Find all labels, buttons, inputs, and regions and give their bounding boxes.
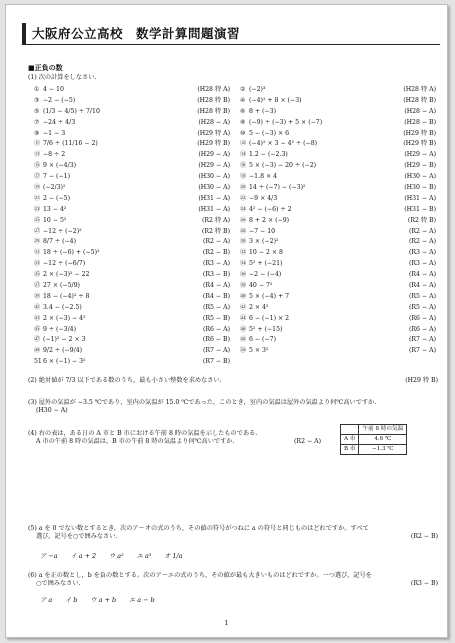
problem-expression: (1/3 − 4/5) ÷ 7/10	[43, 107, 100, 115]
problem-item	[240, 183, 436, 194]
problem-row	[34, 248, 439, 259]
problem-number: ㉚	[240, 238, 247, 246]
problem-number: ㊸	[34, 314, 41, 322]
problem-number: ⑲	[34, 184, 41, 192]
question-4-source: (R2 − A)	[294, 438, 322, 445]
problem-item	[34, 314, 230, 325]
problem-item	[34, 292, 230, 303]
problem-item	[34, 227, 230, 238]
problem-expression: 5² + (−21)	[249, 260, 283, 268]
problem-number: ㊽	[240, 336, 247, 344]
problem-item	[34, 129, 230, 140]
problem-number: ⑧	[240, 118, 246, 126]
problem-source: (R5 − A)	[408, 292, 436, 300]
problem-row	[34, 129, 439, 140]
problem-number: ㊵	[240, 292, 247, 300]
problem-source: (R4 − A)	[202, 282, 230, 290]
problem-number: ⑥	[240, 107, 246, 115]
problem-number: ⑱	[240, 173, 247, 181]
problem-number: ⑨	[34, 129, 40, 137]
problem-source: (H29 特 B)	[403, 129, 436, 137]
problem-item	[34, 248, 230, 259]
problem-item	[240, 205, 436, 216]
problem-source: (R3 − A)	[202, 260, 230, 268]
problem-expression: 3.4 − (−2.5)	[43, 303, 82, 311]
problem-number: ㉜	[240, 249, 247, 257]
problem-expression: 3 × (−2)²	[249, 238, 279, 246]
problem-item	[34, 85, 230, 96]
problem-expression: −7 − 10	[249, 227, 276, 235]
question-4-text-1: (4) 右の表は，ある日の A 市と B 市における午前 8 時の気温を示したものである.	[28, 430, 258, 437]
problem-number: ㉓	[34, 205, 41, 213]
problem-source: (H31 − A)	[404, 194, 436, 202]
problem-number: ㊶	[34, 303, 41, 311]
problem-expression: 18 − (−4)² ÷ 8	[43, 292, 90, 300]
problem-expression: 2 × (−3) − 4²	[43, 314, 86, 322]
question-6-source: (R3 − B)	[410, 580, 438, 587]
problem-item	[34, 335, 230, 346]
problem-number: ㉑	[34, 194, 41, 202]
problem-source: (R7 − A)	[202, 347, 230, 355]
problem-row	[34, 118, 439, 129]
problem-number: ⑬	[34, 151, 41, 159]
problem-number: ㉔	[240, 205, 247, 213]
problem-row	[34, 183, 439, 194]
problem-expression: −9 × 4/3	[249, 194, 278, 202]
question-6	[28, 572, 438, 588]
problem-item	[240, 129, 436, 140]
problem-item	[34, 107, 230, 118]
problem-source: (H31 − B)	[404, 205, 436, 213]
problem-number: ⑪	[34, 140, 41, 148]
problem-expression: 6 × (−1) − 3²	[43, 358, 86, 366]
problem-expression: 10 − 5²	[43, 216, 67, 224]
problem-source: (H31 − A)	[198, 205, 230, 213]
problem-item	[34, 270, 230, 281]
problem-expression: −1 − 3	[43, 129, 66, 137]
problem-expression: 2 × 4²	[249, 303, 269, 311]
problem-number: ⑭	[240, 151, 247, 159]
problem-item	[240, 270, 436, 281]
problem-number: ⑰	[34, 173, 41, 181]
problem-number: ㊱	[240, 271, 247, 279]
problem-number: ㉖	[240, 216, 247, 224]
problem-item	[34, 216, 230, 227]
problem-number: ㉘	[240, 227, 247, 235]
problem-expression: 18 ÷ (−6) + (−5)²	[43, 249, 100, 257]
problem-source: (R4 − A)	[408, 271, 436, 279]
problem-row	[34, 314, 439, 325]
problem-number: ⑮	[34, 162, 41, 170]
problem-item	[240, 357, 436, 368]
problem-expression: 2 × (−3)² − 22	[43, 271, 90, 279]
problem-item	[34, 346, 230, 357]
problem-source: (R7 − A)	[408, 336, 436, 344]
problem-row	[34, 107, 439, 118]
problem-number: ㉝	[34, 260, 41, 268]
problem-item	[34, 237, 230, 248]
problem-expression: −2 − (−5)	[43, 96, 76, 104]
problem-number: ①	[34, 86, 40, 93]
problem-number: ㉒	[240, 194, 247, 202]
problem-number: ②	[240, 86, 246, 93]
problem-expression: (−2/3)²	[43, 184, 66, 192]
problem-row	[34, 194, 439, 205]
problem-expression: 5 × (−3) − 20 ÷ (−2)	[249, 162, 317, 170]
problem-number: ㉗	[34, 227, 41, 235]
problem-source: (R5 − A)	[408, 303, 436, 311]
problem-expression: (−4)² × 3 − 4² ÷ (−8)	[249, 140, 318, 148]
question-3-text: (3) 屋外の気温が −3.5 ℃であり，室内の気温が 15.0 ℃であった。このとき，室内の気温は屋外の気温より何℃高いですか.	[28, 399, 377, 406]
problem-expression: 8 + (−3)	[249, 107, 277, 115]
problem-item	[34, 96, 230, 107]
problem-number: 51	[34, 358, 42, 366]
problem-number: ㊻	[240, 325, 247, 333]
table-temp-b: −1.3 ℃	[359, 445, 407, 455]
question-5-source: (R2 − B)	[410, 533, 438, 540]
question-1-intro: (1) 次の計算をしなさい.	[28, 74, 97, 81]
problem-expression: −1.8 × 4	[249, 173, 278, 181]
problem-item	[240, 292, 436, 303]
problem-item	[240, 281, 436, 292]
problem-source: (R6 − A)	[202, 325, 230, 333]
question-5	[28, 525, 438, 541]
problem-number: ㊾	[34, 347, 41, 355]
problem-expression: 5 × (−4) + 7	[249, 292, 290, 300]
problem-row	[34, 96, 439, 107]
problem-expression: 9 ÷ (−3/4)	[43, 325, 77, 333]
problem-expression: 5 − (−3) × 6	[249, 129, 290, 137]
problem-expression: 5 × 3²	[249, 347, 269, 355]
problem-row	[34, 270, 439, 281]
problem-number: ㊹	[240, 314, 247, 322]
problem-number: ⑯	[240, 162, 247, 170]
problem-source: (H29 − A)	[404, 151, 436, 159]
problem-row	[34, 139, 439, 150]
problem-number: ④	[240, 96, 246, 104]
problem-source: (H28 特 B)	[197, 96, 230, 104]
problem-item	[240, 346, 436, 357]
problem-expression: −12 ÷ (−2)²	[43, 227, 82, 235]
problem-source: (H28 特 B)	[197, 107, 230, 115]
problem-item	[34, 183, 230, 194]
problem-source: (H28 − A)	[198, 118, 230, 126]
problem-number: ㉙	[34, 238, 41, 246]
problem-number: ㉕	[34, 216, 41, 224]
problem-item	[240, 118, 436, 129]
problem-expression: 5² + (−15)	[249, 325, 283, 333]
problem-number: ㊴	[34, 292, 41, 300]
problem-item	[240, 139, 436, 150]
problem-source: (H30 − A)	[198, 184, 230, 192]
problem-item	[34, 357, 230, 368]
question-5-text-1: (5) a を 0 でない数とするとき，次のア〜オの式のうち，その値の符号がつねに a の符号と同じものはどれですか。すべて	[28, 525, 369, 532]
problem-row	[34, 357, 439, 368]
question-6-text-1: (6) a を正の数とし，b を負の数とする。次のア〜エの式のうち，その値が最も大きいものはどれですか。一つ選び，記号を	[28, 572, 372, 579]
question-2	[28, 377, 438, 385]
problem-source: (H28 特 A)	[403, 86, 436, 93]
problem-item	[240, 248, 436, 259]
table-city-a: A 市	[341, 435, 359, 445]
problem-source: (H30 − B)	[404, 184, 436, 192]
problem-row	[34, 292, 439, 303]
problem-number: ㊺	[34, 325, 41, 333]
problem-expression: (−9) ÷ (−3) + 5 × (−7)	[249, 118, 323, 126]
problem-item	[240, 227, 436, 238]
problem-source: (R7 − A)	[408, 347, 436, 355]
problem-source: (R4 − A)	[408, 282, 436, 290]
problem-item	[240, 172, 436, 183]
problem-source: (R6 − A)	[408, 314, 436, 322]
problem-expression: −2 − (−4)	[249, 271, 282, 279]
question-5-text-2: 選び，記号を○で囲みなさい. (R2 − B)	[36, 533, 438, 540]
problem-expression: 2 − (−5)	[43, 194, 71, 202]
problem-number: ㉞	[240, 260, 247, 268]
problem-source: (R4 − B)	[202, 292, 230, 300]
problem-grid	[34, 85, 439, 368]
page-title: 大阪府公立高校 数学計算問題演習	[22, 23, 440, 45]
problem-source: (R5 − A)	[202, 303, 230, 311]
problem-number: ⑤	[34, 107, 40, 115]
problem-number: ⑳	[240, 184, 247, 192]
table-city-b: B 市	[341, 445, 359, 455]
problem-source: (R2 特 B)	[201, 227, 230, 235]
question-3-source: (H30 − A)	[36, 407, 68, 414]
problem-source: (R3 − A)	[408, 260, 436, 268]
problem-source: (H28 特 B)	[403, 96, 436, 104]
problem-item	[240, 335, 436, 346]
problem-source: (R2 特 B)	[407, 216, 436, 224]
problem-item	[34, 194, 230, 205]
problem-source: (R7 − B)	[202, 358, 230, 366]
worksheet-page	[5, 4, 448, 638]
problem-expression: 7/6 ÷ (11/16 − 2)	[43, 140, 98, 148]
problem-expression: 1.2 − (−2.3)	[249, 151, 288, 159]
problem-number: ㊲	[34, 282, 41, 290]
problem-item	[34, 139, 230, 150]
problem-source: (H29 特 B)	[403, 140, 436, 148]
problem-source: (H29 − B)	[404, 162, 436, 170]
problem-row	[34, 325, 439, 336]
question-2-source: (H29 特 B)	[405, 377, 438, 384]
problem-source: (H29 特 A)	[197, 129, 230, 137]
problem-expression: 6 − (−7)	[249, 336, 277, 344]
problem-expression: 6 − (−1) × 2	[249, 314, 290, 322]
problem-item	[240, 325, 436, 336]
table-header: 午前 8 時の気温	[359, 425, 407, 435]
problem-item	[240, 96, 436, 107]
problem-source: (R2 − B)	[202, 249, 230, 257]
problem-item	[240, 194, 436, 205]
problem-number: ㊼	[34, 336, 41, 344]
problem-number: ㉛	[34, 249, 41, 257]
problem-item	[34, 205, 230, 216]
problem-item	[240, 161, 436, 172]
problem-source: (R6 − B)	[202, 336, 230, 344]
problem-row	[34, 227, 439, 238]
problem-item	[240, 85, 436, 96]
problem-row	[34, 237, 439, 248]
section-heading: ■正負の数	[28, 64, 63, 72]
question-3	[28, 399, 438, 415]
problem-source: (H30 − A)	[198, 173, 230, 181]
problem-expression: −24 ÷ 4/3	[43, 118, 76, 126]
problem-number: ⑦	[34, 118, 40, 126]
question-6-choices[interactable]: ア a イ b ウ a + b エ a − b	[40, 596, 155, 604]
question-2-text: (2) 絶対値が 7/3 以下である数のうち，最も小さい整数を求めなさい.	[28, 377, 222, 384]
problem-source: (R5 − B)	[202, 314, 230, 322]
problem-source: (R3 − A)	[408, 249, 436, 257]
problem-item	[240, 303, 436, 314]
problem-expression: 14 ÷ (−7) − (−3)²	[249, 184, 306, 192]
table-temp-a: 4.6 ℃	[359, 435, 407, 445]
problem-source: (R3 − B)	[202, 271, 230, 279]
problem-item	[240, 259, 436, 270]
problem-item	[34, 161, 230, 172]
problem-item	[240, 237, 436, 248]
problem-item	[34, 281, 230, 292]
problem-number: ㊷	[240, 303, 247, 311]
page-number: 1	[224, 619, 229, 627]
problem-row	[34, 281, 439, 292]
problem-row	[34, 85, 439, 96]
problem-expression: 13 − 4²	[43, 205, 67, 213]
problem-expression: 27 × (−5/9)	[43, 282, 80, 290]
problem-expression: 8 + 2 × (−9)	[249, 216, 290, 224]
problem-expression: −8 ÷ 2	[43, 151, 66, 159]
problem-row	[34, 346, 439, 357]
problem-item	[34, 172, 230, 183]
problem-expression: 9/2 ÷ (−9/4)	[43, 347, 83, 355]
problem-expression: (−1)² − 2 × 3	[43, 336, 86, 344]
question-5-choices[interactable]: ア −a イ a + 2 ウ a² エ a³ オ 1/a	[40, 552, 183, 560]
problem-expression: 10 − 2 × 8	[249, 249, 283, 257]
problem-expression: (−4)² + 8 × (−3)	[249, 96, 302, 104]
problem-source: (R2 − A)	[202, 238, 230, 246]
problem-source: (H28 特 A)	[197, 86, 230, 93]
problem-expression: 4 − 10	[43, 86, 64, 93]
problem-item	[34, 118, 230, 129]
problem-number: ㊳	[240, 282, 247, 290]
problem-source: (H28 − A)	[404, 107, 436, 115]
problem-number: ⑩	[240, 129, 246, 137]
problem-expression: −12 ÷ (−6/7)	[43, 260, 86, 268]
problem-source: (H29 − A)	[198, 162, 230, 170]
problem-item	[34, 325, 230, 336]
problem-item	[34, 259, 230, 270]
problem-item	[34, 303, 230, 314]
problem-item	[240, 216, 436, 227]
problem-row	[34, 205, 439, 216]
problem-row	[34, 335, 439, 346]
problem-row	[34, 172, 439, 183]
problem-source: (H28 − B)	[404, 118, 436, 126]
problem-source: (H31 − A)	[198, 194, 230, 202]
problem-source: (H30 − A)	[404, 173, 436, 181]
problem-number: ③	[34, 96, 40, 104]
problem-source: (H29 − A)	[198, 151, 230, 159]
problem-row	[34, 150, 439, 161]
problem-row	[34, 259, 439, 270]
problem-source: (R6 − A)	[408, 325, 436, 333]
problem-row	[34, 303, 439, 314]
problem-number: ㊿	[240, 347, 247, 355]
question-4-text-2: A 市の午前 8 時の気温は，B 市の午前 8 時の気温より何℃高いですか. (R2 − A)	[36, 438, 322, 445]
problem-item	[240, 107, 436, 118]
problem-expression: (−2)³	[249, 86, 266, 93]
problem-expression: 7 − (−1)	[43, 173, 71, 181]
problem-row	[34, 216, 439, 227]
problem-expression: 4² − (−6) ÷ 2	[249, 205, 292, 213]
problem-number: ⑫	[240, 140, 247, 148]
problem-number: ㉟	[34, 271, 41, 279]
problem-row	[34, 161, 439, 172]
problem-source: (R2 特 A)	[201, 216, 230, 224]
problem-source: (R2 − A)	[408, 227, 436, 235]
problem-expression: 8/7 ÷ (−4)	[43, 238, 77, 246]
problem-item	[34, 150, 230, 161]
problem-source: (R2 − A)	[408, 238, 436, 246]
problem-source: (H29 特 B)	[197, 140, 230, 148]
problem-item	[240, 150, 436, 161]
problem-expression: 40 − 7²	[249, 282, 273, 290]
question-6-text-2: ○で囲みなさい. (R3 − B)	[36, 580, 438, 587]
problem-expression: 9 × (−4/3)	[43, 162, 77, 170]
temperature-table	[340, 424, 407, 455]
problem-item	[240, 314, 436, 325]
